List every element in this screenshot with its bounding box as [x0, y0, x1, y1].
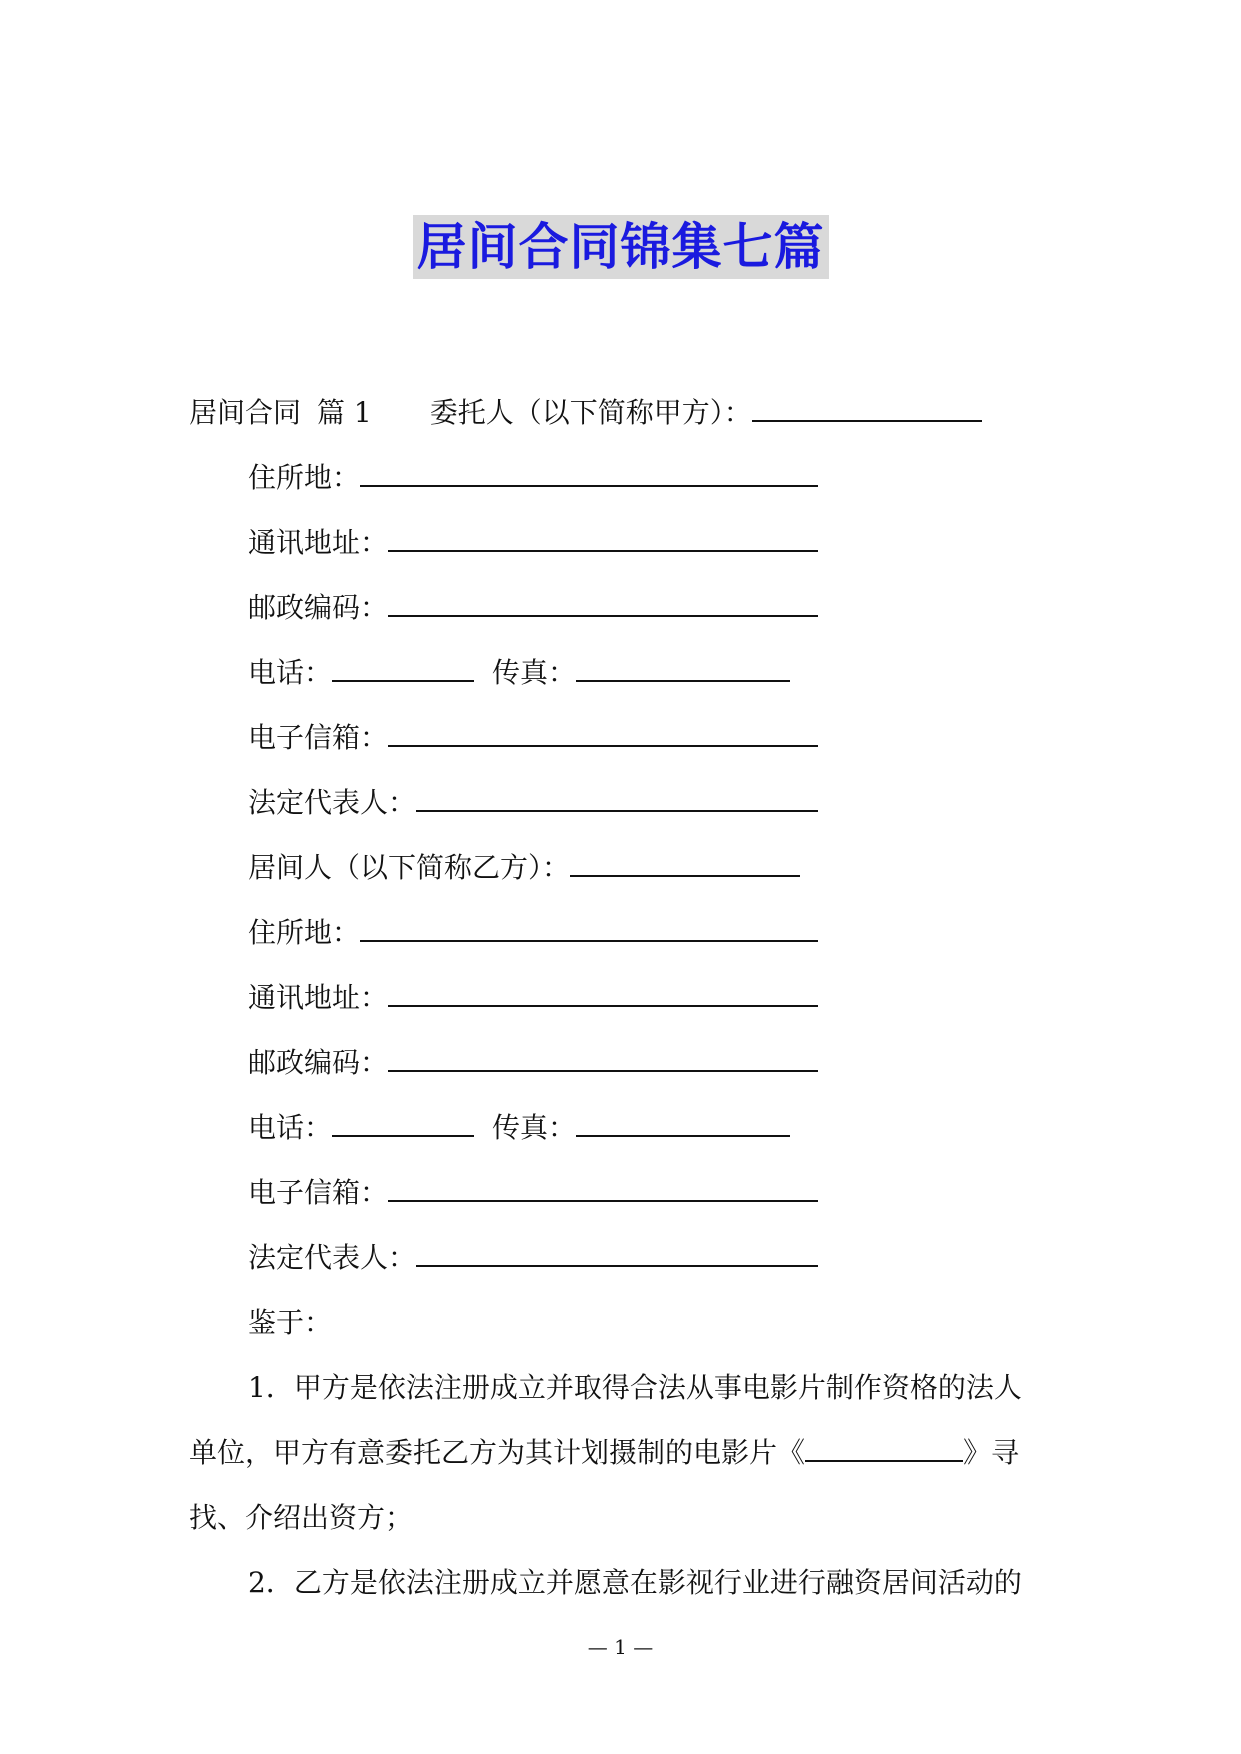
field-label: 邮政编码： [248, 591, 389, 624]
clause-text: 找、介绍出资方； [189, 1501, 414, 1534]
party-b-label: 居间人（以下简称乙方）： [248, 851, 571, 884]
field-label: 法定代表人： [248, 786, 417, 819]
field-label: 邮政编码： [248, 1046, 389, 1079]
party-a-legal-rep-line [248, 783, 818, 823]
address-blank [360, 916, 818, 942]
field-label: 法定代表人： [248, 1241, 417, 1274]
mail-blank [388, 526, 818, 552]
party-b-mail-line [248, 978, 818, 1018]
field-label: 电话： [248, 656, 333, 689]
clause-text: 1．甲方是依法注册成立并取得合法从事电影片制作资格的法人 [248, 1371, 1022, 1404]
whereas-label: 鉴于： [248, 1306, 333, 1339]
phone-blank [332, 1111, 474, 1137]
section-name: 居间合同 [189, 396, 302, 429]
clause-1-line-2 [189, 1433, 1019, 1473]
fax-blank [576, 1111, 790, 1137]
field-label: 住所地： [248, 461, 361, 494]
fax-blank [576, 656, 790, 682]
party-b-legal-rep-line [248, 1238, 818, 1278]
clause-1-line-1 [248, 1368, 1022, 1408]
clause-text: 2．乙方是依法注册成立并愿意在影视行业进行融资居间活动的 [248, 1566, 1022, 1599]
legal-rep-blank [416, 1241, 818, 1267]
mail-blank [388, 981, 818, 1007]
field-label: 通讯地址： [248, 981, 389, 1014]
field-label: 传真： [492, 656, 577, 689]
email-blank [388, 721, 818, 747]
clause-2-line-1 [248, 1563, 1022, 1603]
field-label: 电子信箱： [248, 721, 389, 754]
party-a-email-line [248, 718, 818, 758]
postcode-blank [388, 1046, 818, 1072]
party-a-mail-line [248, 523, 818, 563]
title-wrap [0, 215, 1241, 279]
clause-1-line-3 [189, 1498, 413, 1538]
part-number: 篇 1 [317, 396, 372, 429]
address-blank [360, 461, 818, 487]
field-label: 电子信箱： [248, 1176, 389, 1209]
party-a-postcode-line [248, 588, 818, 628]
clause-text: 单位，甲方有意委托乙方为其计划摄制的电影片《 [189, 1436, 806, 1469]
party-b-postcode-line [248, 1043, 818, 1083]
party-a-address-line [248, 458, 818, 498]
party-b-blank [570, 851, 800, 877]
field-label: 通讯地址： [248, 526, 389, 559]
postcode-blank [388, 591, 818, 617]
party-b-heading-line [248, 848, 800, 888]
field-label: 传真： [492, 1111, 577, 1144]
page-number: — 1 — [587, 1635, 654, 1659]
heading-line [189, 393, 982, 433]
party-b-address-line [248, 913, 818, 953]
party-a-phone-line [248, 653, 790, 693]
whereas-line [248, 1303, 332, 1343]
document-title: 居间合同锦集七篇 [413, 215, 829, 279]
principal-label: 委托人（以下简称甲方）： [429, 396, 752, 429]
phone-blank [332, 656, 474, 682]
field-label: 电话： [248, 1111, 333, 1144]
party-b-email-line [248, 1173, 818, 1213]
legal-rep-blank [416, 786, 818, 812]
email-blank [388, 1176, 818, 1202]
principal-blank [752, 396, 982, 422]
party-b-phone-line [248, 1108, 790, 1148]
field-label: 住所地： [248, 916, 361, 949]
film-title-blank [805, 1436, 963, 1462]
clause-text: 》寻 [963, 1436, 1020, 1469]
